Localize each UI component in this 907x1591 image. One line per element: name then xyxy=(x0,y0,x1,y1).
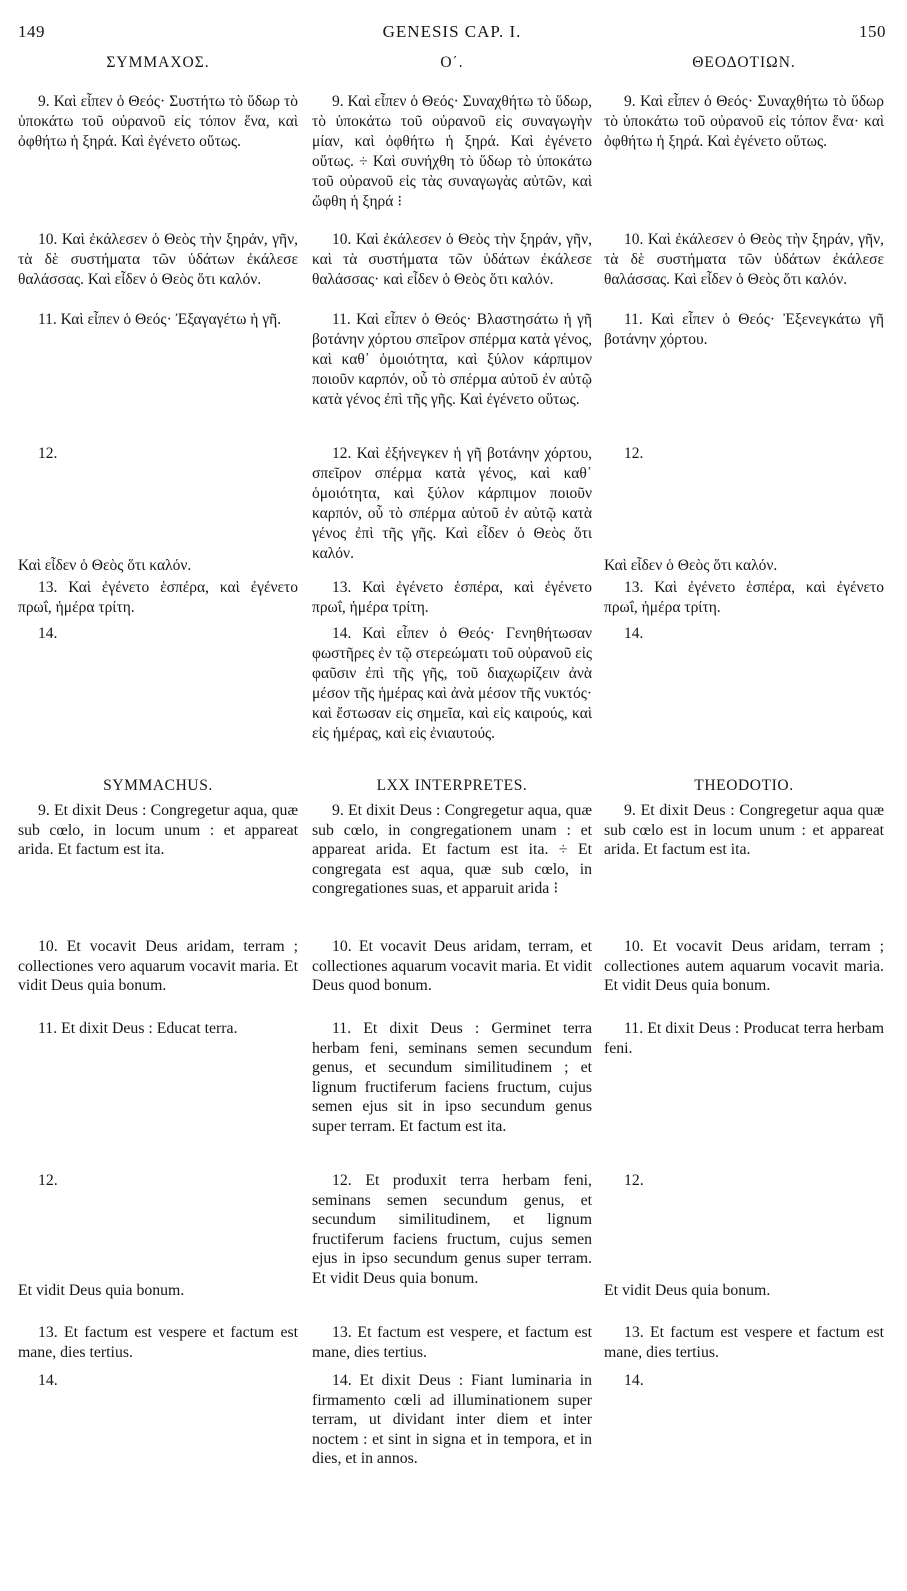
greek-lxx-v10: 10. Καὶ ἐκάλεσεν ὁ Θεὸς τὴν ξηράν, γῆν, καὶ τὰ συστήματα τῶν ὑδάτων ἐκάλεσε θαλάσσας· καὶ εἶδεν ὁ Θεὸς ὅτι καλόν. xyxy=(312,231,592,288)
latin-lxx-v10: 10. Et vocavit Deus aridam, terram, et collectiones aquarum vocavit maria. Et vidit Deus quod bonum. xyxy=(312,938,592,994)
greek-lxx-v12: 12. Καὶ ἐξήνεγκεν ἡ γῆ βοτάνην χόρτου, σπεῖρον σπέρμα κατὰ γένος, καὶ καθ᾽ ὁμοιότητα, καὶ ξύλον κάρπιμον ποιοῦν καρπόν, οὗ τὸ σπέρμα αὐτοῦ ἐν αὐτῷ κατὰ γένος ἐπὶ τῆς γῆς. Καὶ εἶδεν ὁ Θεὸς ὅτι καλόν. xyxy=(312,445,592,562)
latin-theodotio-v11: 11. Et dixit Deus : Producat terra herbam feni. xyxy=(604,1020,884,1057)
latin-lxx-v9: 9. Et dixit Deus : Congregetur aqua, quæ sub cœlo, in congregationem unam : et appareat arida. Et factum est ita. ÷ Et congregata est aqua, quæ sub cœlo, in congregationes suas, et apparuit arida ⁝ xyxy=(312,802,592,897)
greek-lxx-v13: 13. Καὶ ἐγένετο ἑσπέρα, καὶ ἐγένετο πρωΐ, ἡμέρα τρίτη. xyxy=(312,579,592,616)
latin-theodotio-v12: 12. xyxy=(624,1172,644,1189)
latin-lxx-v12: 12. Et produxit terra herbam feni, seminans semen secundum genus, et secundum similitudinem, et lignum fructiferum faciens fructum, cujus semen ejus in ipso secundum genus super terram. Et vidit Deus quia bonum. xyxy=(312,1172,592,1287)
greek-lxx-v11: 11. Καὶ εἶπεν ὁ Θεός· Βλαστησάτω ἡ γῆ βοτάνην χόρτου σπεῖρον σπέρμα κατὰ γένος, καὶ καθ᾽ ὁμοιότητα, καὶ ξύλον κάρπιμον ποιοῦν καρπόν, οὗ τὸ σπέρμα αὐτοῦ ἐν αὐτῷ κατὰ γένος ἐπὶ τῆς γῆς. Καὶ ἐγένετο οὕτως. xyxy=(312,311,592,408)
greek-theodotion-v13: 13. Καὶ ἐγένετο ἑσπέρα, καὶ ἐγένετο πρωΐ, ἡμέρα τρίτη. xyxy=(604,579,884,616)
latin-header-symmachus: SYMMACHUS. xyxy=(103,777,213,794)
running-head xyxy=(18,22,886,46)
greek-symmachus-v12b: Καὶ εἶδεν ὁ Θεὸς ὅτι καλόν. xyxy=(18,557,192,574)
latin-section xyxy=(18,777,886,1467)
greek-symmachus-v13: 13. Καὶ ἐγένετο ἑσπέρα, καὶ ἐγένετο πρωΐ, ἡμέρα τρίτη. xyxy=(18,579,298,616)
greek-theodotion-v9: 9. Καὶ εἶπεν ὁ Θεός· Συναχθήτω τὸ ὕδωρ τὸ ὑποκάτω τοῦ οὐρανοῦ εἰς τόπον ἕνα· καὶ ὀφθήτω ἡ ξηρά. Καὶ ἐγένετο οὕτως. xyxy=(604,93,884,150)
latin-symmachus-v14: 14. xyxy=(38,1372,58,1389)
greek-symmachus-v12: 12. xyxy=(38,445,58,462)
latin-header-theodotio: THEODOTIO. xyxy=(694,777,794,794)
latin-symmachus-v13: 13. Et factum est vespere et factum est mane, dies tertius. xyxy=(18,1324,298,1361)
page-number-right: 150 xyxy=(859,22,886,41)
greek-section xyxy=(18,54,886,742)
greek-symmachus-v14: 14. xyxy=(38,625,58,642)
greek-header-theodotion: ΘΕΟΔΟΤΙΩΝ. xyxy=(692,54,796,71)
greek-lxx-v9: 9. Καὶ εἶπεν ὁ Θεός· Συναχθήτω τὸ ὕδωρ, τὸ ὑποκάτω τοῦ οὐρανοῦ εἰς συναγωγὴν μίαν, καὶ ὀφθήτω ἡ ξηρά. Καὶ ἐγένετο οὕτως. ÷ Καὶ συνήχθη τὸ ὕδωρ τὸ ὑποκάτω τοῦ οὐρανοῦ εἰς τὰς συναγωγὰς αὐτῶν, καὶ ὤφθη ἡ ξηρά ⁝ xyxy=(312,93,592,210)
latin-symmachus-v11: 11. Et dixit Deus : Educat terra. xyxy=(38,1020,238,1037)
greek-header-symmachus: ΣΥΜΜΑΧΟΣ. xyxy=(106,54,210,71)
latin-symmachus-v9: 9. Et dixit Deus : Congregetur aqua, quæ sub cœlo, in locum unum : et appareat arida. Et factum est ita. xyxy=(18,802,298,858)
greek-symmachus-v11: 11. Καὶ εἶπεν ὁ Θεός· Ἐξαγαγέτω ἡ γῆ. xyxy=(38,311,282,328)
latin-symmachus-v12: 12. xyxy=(38,1172,58,1189)
latin-symmachus-v12b: Et vidit Deus quia bonum. xyxy=(18,1282,185,1299)
latin-theodotio-v10: 10. Et vocavit Deus aridam, terram ; collectiones autem aquarum vocavit maria. Et vidit Deus quia bonum. xyxy=(604,938,884,994)
greek-theodotion-v10: 10. Καὶ ἐκάλεσεν ὁ Θεὸς τὴν ξηράν, γῆν, τὰ δὲ συστήματα τῶν ὑδάτων ἐκάλεσε θαλάσσας. Καὶ εἶδεν ὁ Θεὸς ὅτι καλόν. xyxy=(604,231,884,288)
page-number-left: 149 xyxy=(18,22,45,41)
latin-header-lxx: LXX INTERPRETES. xyxy=(376,777,528,794)
greek-symmachus-v9: 9. Καὶ εἶπεν ὁ Θεός· Συστήτω τὸ ὕδωρ τὸ ὑποκάτω τοῦ οὐρανοῦ εἰς τόπον ἕνα, καὶ ὀφθήτω ἡ ξηρά. Καὶ ἐγένετο οὕτως. xyxy=(18,93,298,150)
latin-column-headers xyxy=(18,777,886,803)
greek-column-headers xyxy=(18,54,886,88)
latin-lxx-v13: 13. Et factum est vespere, et factum est mane, dies tertius. xyxy=(312,1324,592,1361)
latin-theodotio-v14: 14. xyxy=(624,1372,644,1389)
latin-lxx-v11: 11. Et dixit Deus : Germinet terra herbam feni, seminans semen secundum genus, et secundum similitudinem ; et lignum fructiferum faciens fructum, cujus semen ejus sit in ipso secundum genus super terram. Et factum est ita. xyxy=(312,1020,592,1135)
greek-theodotion-v12: 12. xyxy=(624,445,644,462)
latin-theodotio-v9: 9. Et dixit Deus : Congregetur aqua quæ sub cœlo est in locum unum : et appareat arida. Et factum est ita. xyxy=(604,802,884,858)
greek-symmachus-v10: 10. Καὶ ἐκάλεσεν ὁ Θεὸς τὴν ξηράν, γῆν, τὰ δὲ συστήματα τῶν ὑδάτων ἐκάλεσε θαλάσσας. Καὶ εἶδεν ὁ Θεὸς ὅτι καλόν. xyxy=(18,231,298,288)
greek-theodotion-v12b: Καὶ εἶδεν ὁ Θεὸς ὅτι καλόν. xyxy=(604,557,778,574)
greek-lxx-v14: 14. Καὶ εἶπεν ὁ Θεός· Γενηθήτωσαν φωστῆρες ἐν τῷ στερεώματι τοῦ οὐρανοῦ εἰς φαῦσιν ἐπὶ τῆς γῆς, τοῦ διαχωρίζειν ἀνὰ μέσον τῆς ἡμέρας καὶ ἀνὰ μέσον τῆς νυκτός· καὶ ἔστωσαν εἰς σημεῖα, καὶ εἰς καιρούς, καὶ εἰς ἡμέρας, καὶ εἰς ἐνιαυτούς. xyxy=(312,625,592,742)
latin-symmachus-v10: 10. Et vocavit Deus aridam, terram ; collectiones vero aquarum vocavit maria. Et vidit Deus quia bonum. xyxy=(18,938,298,994)
greek-theodotion-v11: 11. Καὶ εἶπεν ὁ Θεός· Ἐξενεγκάτω γῆ βοτάνην χόρτου. xyxy=(604,311,884,348)
greek-theodotion-v14: 14. xyxy=(624,625,644,642)
latin-theodotio-v13: 13. Et factum est vespere et factum est mane, dies tertius. xyxy=(604,1324,884,1361)
latin-theodotio-v12b: Et vidit Deus quia bonum. xyxy=(604,1282,771,1299)
greek-header-lxx: Ο΄. xyxy=(440,54,464,71)
running-title: GENESIS CAP. I. xyxy=(382,22,522,41)
latin-lxx-v14: 14. Et dixit Deus : Fiant luminaria in firmamento cœli ad illuminationem super terram, ut dividant inter diem et inter noctem : et sint in signa et in tempora, et in dies, et in annos. xyxy=(312,1372,592,1467)
